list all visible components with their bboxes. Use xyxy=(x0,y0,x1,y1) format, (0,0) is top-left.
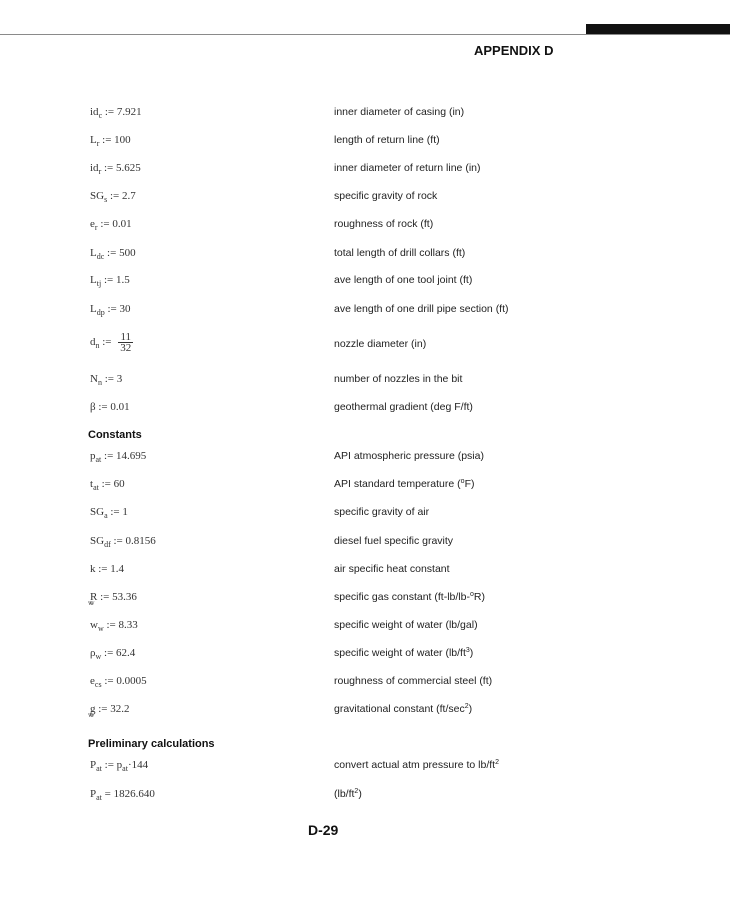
description: roughness of rock (ft) xyxy=(334,218,434,230)
row-l-tj xyxy=(0,274,730,296)
description: total length of drill collars (ft) xyxy=(334,247,466,259)
description: diesel fuel specific gravity xyxy=(334,535,454,547)
section-heading-constants: Constants xyxy=(88,429,142,441)
row-id-c xyxy=(0,106,730,128)
row-l-dc xyxy=(0,247,730,269)
description: specific weight of water (lb/gal) xyxy=(334,619,478,631)
row-w-w xyxy=(0,619,730,641)
equation: $p_{at}$ := 14.695 xyxy=(90,450,147,464)
row-k xyxy=(0,563,730,585)
equation: $L_{dc}$ := 500 xyxy=(90,247,136,261)
equation: $d_n$ := $\frac{11}{32}$ xyxy=(90,331,132,354)
equation: $L_{dp}$ := 30 xyxy=(90,303,131,317)
description: API atmospheric pressure (psia) xyxy=(334,450,484,462)
description: roughness of commercial steel (ft) xyxy=(334,675,493,687)
description: inner diameter of casing (in) xyxy=(334,106,465,118)
row-r xyxy=(0,591,730,613)
description: ave length of one tool joint (ft) xyxy=(334,274,473,286)
equation: k := 1.4 xyxy=(90,563,125,575)
description: ave length of one drill pipe section (ft) xyxy=(334,303,509,315)
description: geothermal gradient (deg F/ft) xyxy=(334,401,473,413)
row-e-r xyxy=(0,218,730,240)
equation: $SG_s$ := 2.7 xyxy=(90,190,136,204)
equation: $t_{at}$ := 60 xyxy=(90,478,125,492)
equation: g vvv := 32.2 xyxy=(90,703,130,715)
description: convert actual atm pressure to $lb/ft^2$ xyxy=(334,759,499,771)
row-d-n xyxy=(0,330,730,362)
page-number: D-29 xyxy=(308,822,339,838)
row-l-r xyxy=(0,134,730,156)
equation: $P_{at} = 1826.640$ xyxy=(90,788,155,802)
row-id-r xyxy=(0,162,730,184)
row-l-dp xyxy=(0,303,730,325)
equation: $w_w$ := 8.33 xyxy=(90,619,138,633)
equation: R vvv := 53.36 xyxy=(90,591,137,603)
equation: $e_r$ := 0.01 xyxy=(90,218,132,232)
description: nozzle diameter (in) xyxy=(334,338,427,350)
equation: $SG_{df}$ := 0.8156 xyxy=(90,535,156,549)
equation: $e_{cs}$ := 0.0005 xyxy=(90,675,147,689)
equation: $id_c$ := 7.921 xyxy=(90,106,142,120)
row-sg-a xyxy=(0,506,730,528)
row-rho-w xyxy=(0,647,730,669)
row-p-at-define xyxy=(0,759,730,781)
description: specific gravity of rock xyxy=(334,190,438,202)
section-heading-preliminary: Preliminary calculations xyxy=(88,738,215,750)
row-e-cs xyxy=(0,675,730,697)
row-beta xyxy=(0,401,730,423)
description: air specific heat constant xyxy=(334,563,450,575)
equation: β := 0.01 xyxy=(90,401,130,413)
fraction xyxy=(118,332,133,353)
row-n-n xyxy=(0,373,730,395)
equation: $L_{tj}$ := 1.5 xyxy=(90,274,130,288)
description: gravitational constant $(ft/\sec^2)$ xyxy=(334,703,473,715)
appendix-heading: APPENDIX D xyxy=(474,43,554,58)
equation: $L_r$ := 100 xyxy=(90,134,131,148)
row-g xyxy=(0,703,730,725)
fraction-denominator: 32 xyxy=(120,342,132,354)
description: number of nozzles in the bit xyxy=(334,373,463,385)
row-sg-s xyxy=(0,190,730,212)
fraction-numerator: 11 xyxy=(118,332,133,343)
description: length of return line (ft) xyxy=(334,134,440,146)
description: inner diameter of return line (in) xyxy=(334,162,481,174)
description: specific weight of water $(lb/ft^3)$ xyxy=(334,647,474,659)
equation: $N_n$ := 3 xyxy=(90,373,123,387)
row-p-at xyxy=(0,450,730,472)
description: API standard temperature ($^o$F) xyxy=(334,478,475,490)
description: $(lb/ft^2)$ xyxy=(334,788,362,800)
header-rule xyxy=(0,34,730,35)
equation: $P_{at}$ := $p_{at}\cdot 144$ xyxy=(90,759,149,773)
row-sg-df xyxy=(0,535,730,557)
equation: $SG_a$ := 1 xyxy=(90,506,128,520)
equation: $\rho_w$ := 62.4 xyxy=(90,647,136,661)
equation: $id_r$ := 5.625 xyxy=(90,162,141,176)
description: specific gravity of air xyxy=(334,506,430,518)
description: specific gas constant (ft-lb/lb-$^o$R) xyxy=(334,591,485,603)
row-t-at xyxy=(0,478,730,500)
row-p-at-result xyxy=(0,788,730,810)
